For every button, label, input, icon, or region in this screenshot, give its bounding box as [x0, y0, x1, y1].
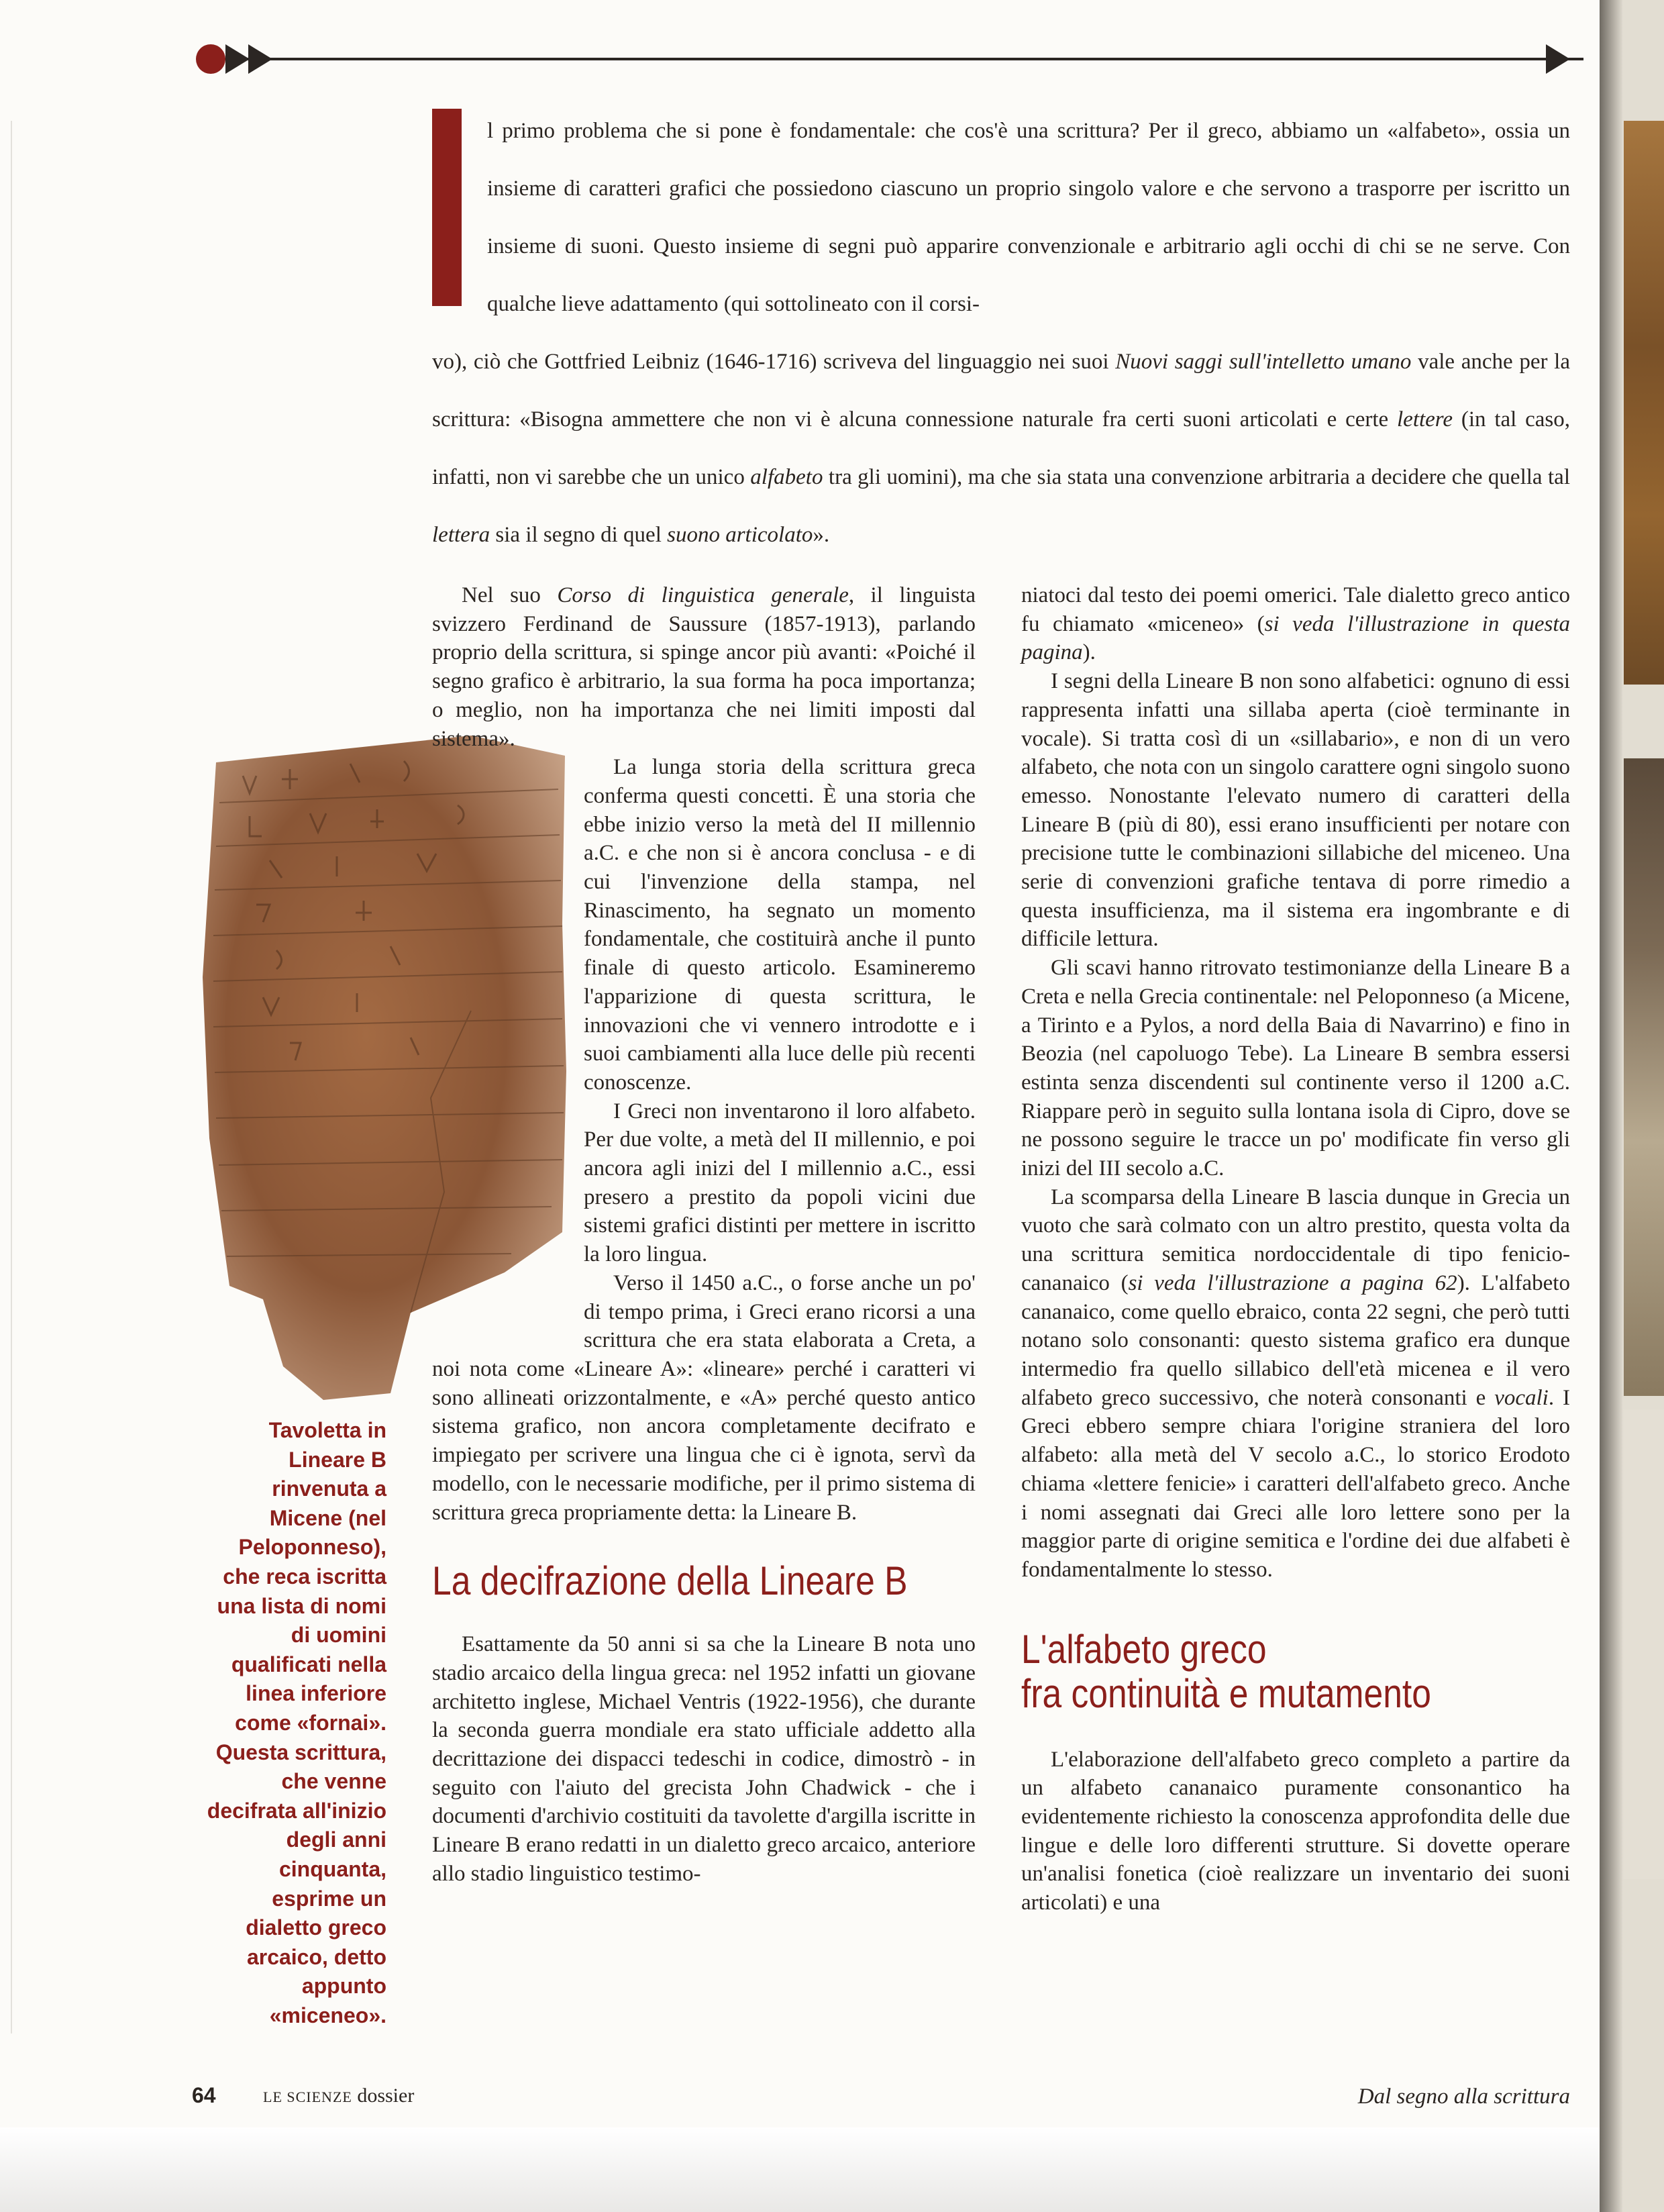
magazine-name — [263, 2084, 414, 2107]
dropcap-letter — [432, 109, 462, 306]
paragraph-text: ). — [1082, 640, 1096, 665]
scan-bottom-shadow — [0, 2127, 1610, 2212]
intro-text: (in tal caso, infatti, non vi sarebbe che un unico — [432, 407, 1570, 489]
paragraph: Gli scavi hanno ritrovato testimonianze della Lineare B a Creta e nella Grecia continentale: nel Peloponneso (a Micene, a Tirinto e a Pylos, a nord della Baia di Navarrino) e fino in Beozia (nel capoluogo Tebe). La Lineare B sembra essersi estinta senza discendenti sul continente verso il 1200 a.C. Riappare però in seguito sulla lontana isola di Cipro, dove se ne possono seguire le tracce un po' modificate fin verso gli inizi del III secolo a.C. — [1021, 956, 1570, 1181]
heading-line: fra continuità e mutamento — [1021, 1670, 1431, 1716]
figure-caption: Tavoletta in Lineare B rinvenuta a Micene (nel Peloponneso), che reca iscritta una lista di nomi di uomini qualificati nella linea inferiore come «fornai». Questa scrittura, che venne decifrata all'inizio degli anni cinquanta, esprime un dialetto greco arcaico, detto appunto «miceneo». — [207, 1418, 386, 2027]
intro-italic: lettera — [432, 523, 490, 547]
heading-line: L'alfabeto greco — [1021, 1626, 1267, 1672]
paragraph-text: La lunga storia della scrittura greca conferma questi concetti. È una storia che ebbe inizio verso la metà del II millennio a.C. e che non si è ancora conclusa - e di cui l'invenzione della stampa, nel Rinascimento, ha segnato un momento fondamentale, che costituirà anche il punto finale di questo articolo. Esamineremo l'apparizione di questa scrittura, le innovazioni che vi vennero introdotte e i suoi cambiamenti alla luce delle più recenti conoscenze. — [584, 755, 976, 1095]
intro-text: sia il segno di quel — [490, 523, 668, 547]
intro-paragraph-start — [487, 102, 1570, 333]
adjacent-page-edge — [1600, 0, 1664, 2212]
header-dot-icon — [196, 44, 225, 74]
header-end-arrow-icon — [1546, 44, 1570, 74]
section-heading — [1021, 1627, 1493, 1716]
header-rule — [221, 58, 1583, 60]
intro-text: ». — [813, 523, 830, 547]
intro-paragraph-end — [432, 333, 1570, 564]
adjacent-page-blank — [1624, 1409, 1664, 1879]
intro-text: l primo problema che si pone è fondamentale: che cos'è una scrittura? Per il greco, abbiamo un «alfabeto», ossia un insieme di caratteri grafici che possiedono ciascuno un proprio singolo valore e che servono a trasporre per iscritto un insieme di suoni. Questo insieme di segni può apparire convenzionale e arbitrario agli occhi di chi se ne serve. Con qualche lieve adattamento (qui sottolineato con il corsi- — [487, 119, 1570, 316]
paragraph: I segni della Lineare B non sono alfabetici: ognuno di essi rappresenta infatti una sillaba aperta (cioè terminante in vocale). Si tratta così di un «sillabario», e non di un vero alfabeto, che nota con un singolo carattere ogni singolo suono emesso. Nonostante l'elevato numero di caratteri della Lineare B (più di 80), essi erano insufficienti per notare con precisione tutte le combinazioni sillabiche del miceneo. Una serie di convenzioni grafiche tentava di porre rimedio a questa insufficienza, ma il sistema era ingombrante e di difficile lettura. — [1021, 669, 1570, 952]
paragraph: Esattamente da 50 anni si sa che la Lineare B nota uno stadio arcaico della lingua greca: nel 1952 infatti un giovane architetto inglese, Michael Ventris (1922-1956), che durante la seconda guerra mondiale era stato ufficiale addetto alla decrittazione dei dispacci tedeschi in codice, dimostrò - in seguito con l'aiuto del grecista John Chadwick - che i documenti d'archivio costituiti da tavolette d'argilla iscritte in Lineare B erano redatti in un dialetto greco arcaico, anteriore allo stadio linguistico testimo- — [432, 1632, 976, 1886]
paragraph-text: ). L'alfabeto cananaico, come quello ebraico, conta 22 segni, che però tutti notano solo consonanti: questo sistema grafico era dunque intermedio fra quello sillabico dell'età micenea e il vero alfabeto greco successivo, che noterà consonanti e — [1021, 1270, 1570, 1410]
paragraph — [1021, 1183, 1570, 1585]
book-title: Corso di linguistica generale — [557, 583, 849, 607]
paragraph-text: La scomparsa della Lineare B lascia dunque in Grecia un vuoto che sarà colmato con un altro prestito, questa volta da una scrittura semitica nordoccidentale di tipo fenicio-cananaico ( — [1021, 1185, 1570, 1295]
left-column — [432, 581, 976, 1889]
intro-text: tra gli uomini), ma che sia stata una convenzione arbitraria a decidere che quella tal — [823, 465, 1570, 489]
image-wrap-spacer — [432, 750, 584, 1354]
paragraph: I Greci non inventarono il loro alfabeto. Per due volte, a metà del II millennio, e poi ancora agli inizi del I millennio a.C., essi presero a prestito da popoli vicini due sistemi grafici distinti per mettere in iscritto la loro lingua. — [584, 1099, 976, 1267]
intro-italic: Nuovi saggi sull'intelletto umano — [1115, 350, 1412, 374]
left-margin-rule — [11, 121, 12, 2033]
header-arrow-icon — [225, 44, 250, 74]
paragraph-text: . I Greci ebbero sempre chiara l'origine straniera del loro alfabeto: alla metà del V secolo a.C., lo storico Erodoto chiama «lettere fenicie» i caratteri dell'alfabeto greco. Anche i nomi assegnati dai Greci alle loro lettere sono per la maggior parte di origine semitica e l'ordine dei due alfabeti è fondamentalmente lo stesso. — [1021, 1385, 1570, 1582]
page-gutter-shadow — [1600, 0, 1622, 2212]
intro-text: vo), ciò che Gottfried Leibniz (1646-1716) scriveva del linguaggio nei suoi — [432, 350, 1116, 374]
section-title: Dal segno alla scrittura — [1357, 2084, 1570, 2109]
paragraph-text: niatoci dal testo dei poemi omerici. Tale dialetto greco antico fu chiamato «miceneo» ( — [1021, 583, 1570, 636]
magazine-suffix: dossier — [352, 2084, 415, 2107]
paragraph-text: , il linguista svizzero Ferdinand de Saussure (1857-1913), parlando proprio della scrittura, si spinge ancor più avanti: «Poiché il segno grafico è arbitrario, la sua forma ha poca importanza; o meglio, non ha importanza che nei limiti imposti dal sistema». — [432, 583, 976, 751]
paragraph: Verso il 1450 a.C., o forse anche un po' di tempo prima, i Greci erano ricorsi a una scrittura che era stata elaborata a Creta, a noi nota come «Lineare A»: «lineare» perché i caratteri vi sono allineati orizzontalmente, e «A» perché questo antico sistema grafico, non ancora completamente decifrato e impiegato per scrivere una lingua che ci è ignota, servì da modello, con le necessarie modifiche, per il primo sistema di scrittura greca propriamente detta: la Lineare B. — [432, 1270, 976, 1525]
magazine-smallcaps: LE SCIENZE — [263, 2089, 352, 2105]
figure-reference: si veda l'illustrazione in questa pagina — [1021, 611, 1571, 665]
header-arrow-icon — [248, 44, 272, 74]
paragraph: L'elaborazione dell'alfabeto greco completo a partire da un alfabeto cananaico puramente consonantico ha evidentemente richiesto la conoscenza approfondita delle due lingue e delle loro differenti strutture. Si dovette operare un'analisi fonetica (cioè realizzare un inventario dei suoni articolati) e una — [1021, 1747, 1570, 1915]
paragraph — [1021, 581, 1570, 667]
adjacent-manuscript-image — [1624, 758, 1664, 1396]
right-column — [1021, 581, 1570, 1917]
emphasis: vocali — [1494, 1385, 1549, 1410]
intro-italic: suono articolato — [667, 523, 813, 547]
section-heading: La decifrazione della Lineare B — [432, 1558, 908, 1604]
intro-italic: alfabeto — [750, 465, 823, 489]
figure-reference: si veda l'illustrazione a pagina 62 — [1128, 1270, 1457, 1295]
intro-italic: lettere — [1397, 407, 1453, 432]
adjacent-papyrus-image — [1624, 121, 1664, 685]
page-number: 64 — [192, 2083, 216, 2107]
paragraph-text: Nel suo — [462, 583, 558, 607]
intro-text: vale anche per la scrittura: «Bisogna ammettere che non vi è alcuna connessione naturale fra certi suoni articolati e certe — [432, 350, 1570, 432]
paragraph — [432, 581, 976, 753]
